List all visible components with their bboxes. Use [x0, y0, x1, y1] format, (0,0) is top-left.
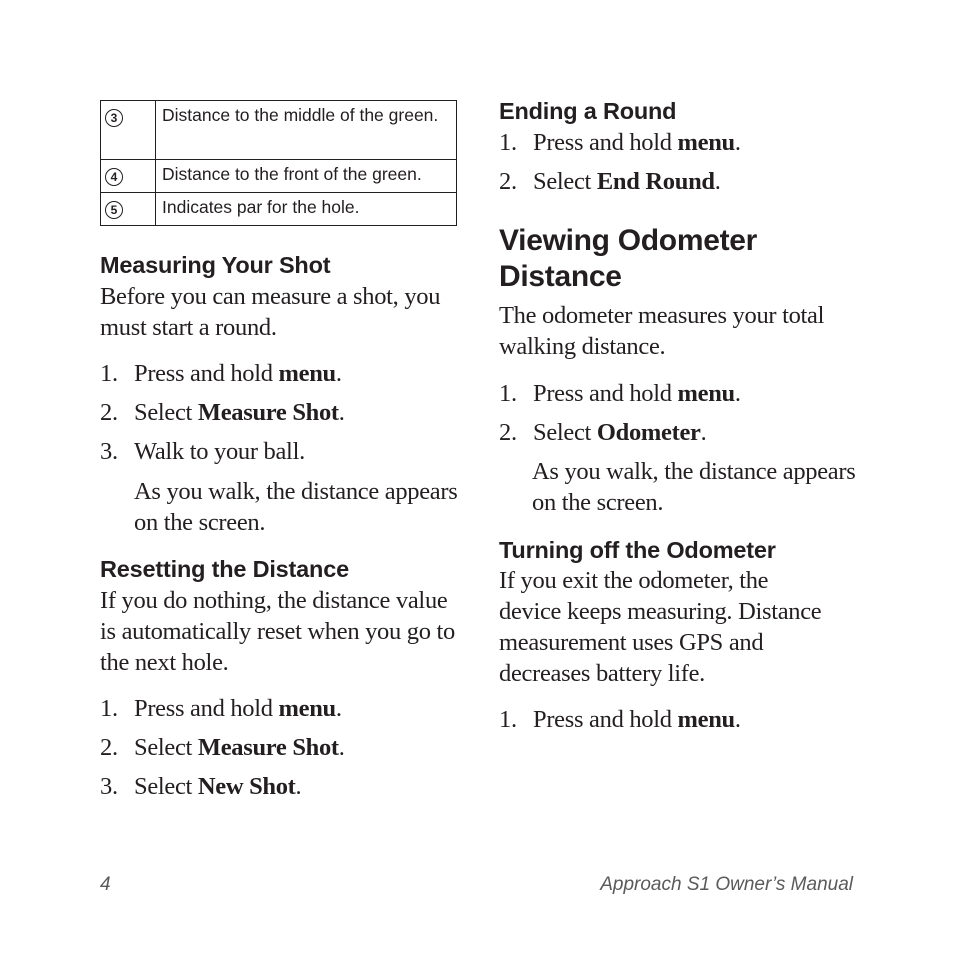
- legend-table: [100, 100, 457, 226]
- odometer-intro: The odometer measures your total walking distance.: [499, 302, 825, 360]
- resetting-step: 3. Select New Shot.: [100, 773, 302, 800]
- page-title-odometer: Viewing Odometer Distance: [499, 224, 758, 293]
- legend-text: Distance to the middle of the green.: [156, 101, 457, 160]
- section-heading-ending: Ending a Round: [499, 98, 677, 124]
- page-number: 4: [100, 874, 111, 895]
- section-heading-measuring: Measuring Your Shot: [100, 252, 331, 278]
- legend-text: Indicates par for the hole.: [156, 193, 457, 226]
- measuring-step: 3. Walk to your ball.: [100, 438, 305, 465]
- legend-row: [101, 193, 457, 226]
- legend-text: Distance to the front of the green.: [156, 160, 457, 193]
- odometer-step: 2. Select Odometer.: [499, 419, 707, 446]
- legend-row: [101, 160, 457, 193]
- section-heading-turning-off: Turning off the Odometer: [499, 537, 776, 563]
- ending-step: 2. Select End Round.: [499, 168, 721, 195]
- measuring-step: 2. Select Measure Shot.: [100, 399, 345, 426]
- section-heading-resetting: Resetting the Distance: [100, 556, 349, 582]
- resetting-intro: If you do nothing, the distance value is automatically reset when you go to the next hole.: [100, 587, 455, 676]
- resetting-step: 1. Press and hold menu.: [100, 695, 342, 722]
- circled-number-5-icon: 5: [105, 201, 123, 219]
- manual-title: Approach S1 Owner’s Manual: [600, 874, 853, 895]
- odometer-step: 1. Press and hold menu.: [499, 380, 741, 407]
- legend-row: [101, 101, 457, 160]
- odometer-note: As you walk, the distance appears on the screen.: [532, 458, 856, 516]
- measuring-intro: Before you can measure a shot, you must start a round.: [100, 283, 441, 341]
- circled-number-3-icon: 3: [105, 109, 123, 127]
- measuring-step: 1. Press and hold menu.: [100, 360, 342, 387]
- circled-number-4-icon: 4: [105, 168, 123, 186]
- resetting-step: 2. Select Measure Shot.: [100, 734, 345, 761]
- turning-off-intro: If you exit the odometer, the device keeps measuring. Distance measurement uses GPS and decreases battery life.: [499, 567, 822, 687]
- ending-step: 1. Press and hold menu.: [499, 129, 741, 156]
- measuring-note: As you walk, the distance appears on the screen.: [134, 478, 458, 536]
- turning-off-step: 1. Press and hold menu.: [499, 706, 741, 733]
